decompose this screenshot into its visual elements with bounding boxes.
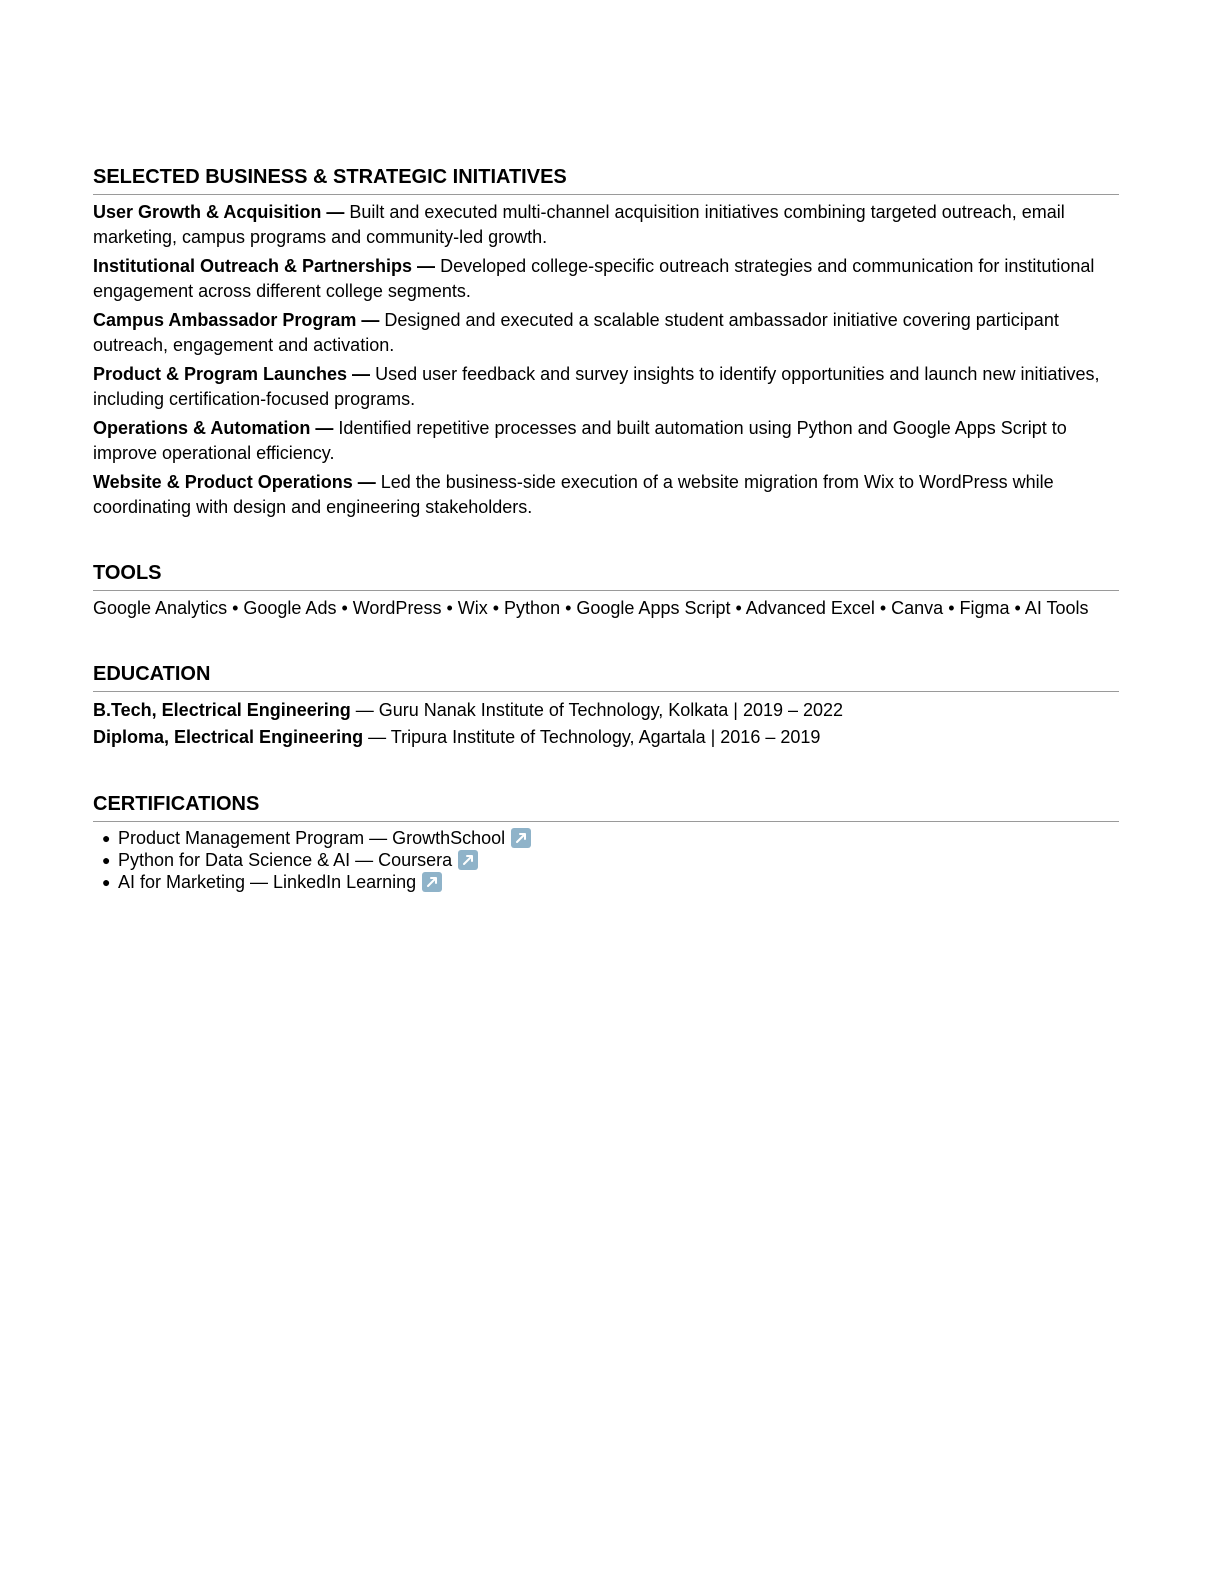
initiatives-section [93,164,1119,520]
initiative-item [93,200,1119,250]
external-link-icon[interactable] [511,828,531,848]
education-item [93,697,1119,724]
initiative-text: Built and executed multi-channel acquisition initiatives combining targeted outreach, email marketing, campus programs and community-led growth. [93,202,1065,247]
initiative-heading: User Growth & Acquisition — [93,202,345,222]
bullet: ● [102,830,111,846]
degree-details: — Tripura Institute of Technology, Agartala | 2016 – 2019 [363,727,821,747]
section-title: CERTIFICATIONS [93,791,1119,822]
initiative-text: Identified repetitive processes and built automation using Python and Google Apps Script to improve operational efficiency. [93,418,1067,463]
initiative-text: Led the business-side execution of a website migration from Wix to WordPress while coordinating with design and engineering stakeholders. [93,472,1054,517]
certifications-list [93,827,1119,893]
section-title: TOOLS [93,560,1119,591]
education-item [93,724,1119,751]
tools-section [93,560,1119,621]
degree: B.Tech, Electrical Engineering [93,700,351,720]
initiative-text: Used user feedback and survey insights to identify opportunities and launch new initiatives, including certification-focused programs. [93,364,1100,409]
bullet: ● [102,874,111,890]
resume-page [93,164,1119,893]
certification-item [102,871,1119,893]
education-list [93,697,1119,751]
initiative-text: Developed college-specific outreach strategies and communication for institutional engagement across different college segments. [93,256,1095,301]
certification-text: Python for Data Science & AI — Coursera [118,850,453,870]
section-title: SELECTED BUSINESS & STRATEGIC INITIATIVES [93,164,1119,195]
initiative-item [93,416,1119,466]
certifications-section [93,791,1119,893]
initiative-item [93,308,1119,358]
section-title: EDUCATION [93,661,1119,692]
degree: Diploma, Electrical Engineering [93,727,364,747]
initiative-heading: Campus Ambassador Program — [93,310,380,330]
certification-item [102,849,1119,871]
initiative-item [93,362,1119,412]
initiative-heading: Institutional Outreach & Partnerships — [93,256,436,276]
initiative-heading: Operations & Automation — [93,418,334,438]
initiatives-list [93,200,1119,520]
external-link-icon[interactable] [422,872,442,892]
initiative-item [93,470,1119,520]
tools-list: Google Analytics • Google Ads • WordPress • Wix • Python • Google Apps Script • Advanced Excel • Canva • Figma • AI Tools [93,598,1089,618]
initiative-text: Designed and executed a scalable student ambassador initiative covering participant outreach, engagement and activation. [93,310,1059,355]
education-section [93,661,1119,751]
certification-item [102,827,1119,849]
external-link-icon[interactable] [458,850,478,870]
initiative-heading: Product & Program Launches — [93,364,371,384]
certification-text: Product Management Program — GrowthSchool [118,828,506,848]
initiative-heading: Website & Product Operations — [93,472,376,492]
bullet: ● [102,852,111,868]
certification-text: AI for Marketing — LinkedIn Learning [118,872,417,892]
initiative-item [93,254,1119,304]
degree-details: — Guru Nanak Institute of Technology, Kolkata | 2019 – 2022 [350,700,844,720]
